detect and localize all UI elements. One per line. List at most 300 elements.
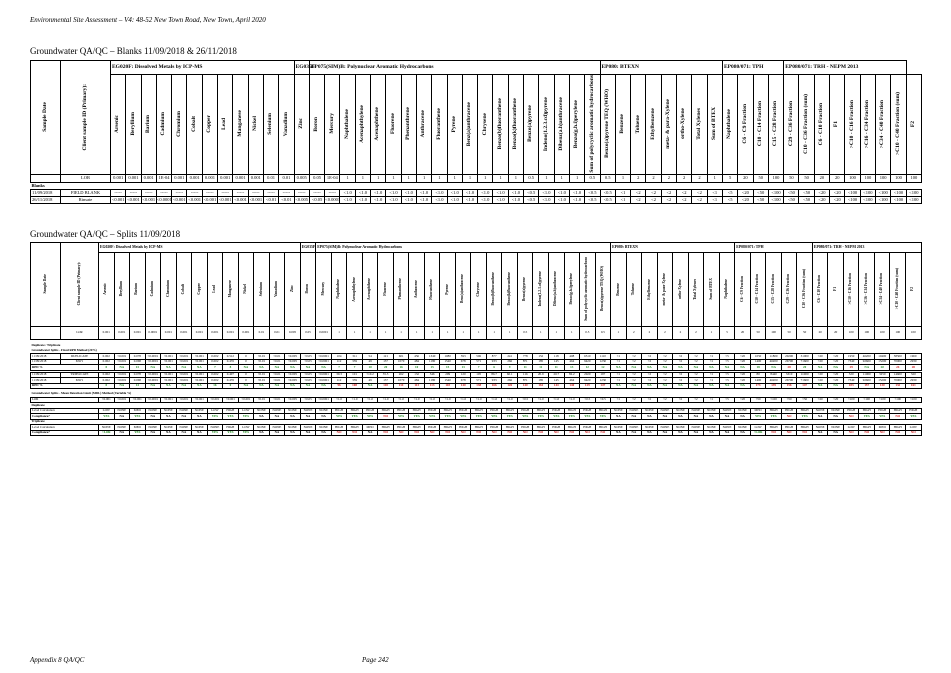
trip-comp-row-cell: NO [502,430,518,436]
rpd1-row-cell: NA [238,365,254,371]
rpd2-row-cell: NA [254,383,270,389]
dup-data-row-cell: 137 [378,359,394,365]
dup-trip-section-label: Duplicate / Triplicate [31,342,61,347]
trip-data-row-cell: <20 [812,378,828,384]
blanks-analyte-header [569,75,584,175]
trip-comp-row [31,430,922,436]
splits-lor-cell: 0.001 [99,327,115,340]
dup-data-row-cell: <0.001 [192,354,208,360]
blanks-data-row-cell: <1.0 [432,197,447,204]
rpd1-row-cell: 11 [533,365,549,371]
splits-analyte-header [859,253,875,327]
rpd2-row-cell: NA [285,383,301,389]
trip-comp-row-cell: YES [238,430,254,436]
blanks-analyte-header [753,75,768,175]
splits-analyte-header [238,253,254,327]
splits-analyte-header [549,253,565,327]
mdl-lor-row-cell: <0.0001 [145,397,161,403]
blanks-lor-cell: 2 [661,175,676,183]
splits-lor-cell: 0.0001 [316,327,332,340]
rpd2-row-cell: NA [145,383,161,389]
rpd2-row-cell: 130 [874,383,890,389]
trip-data-row-cell: 49 [362,378,378,384]
dup-data-row-cell: <2 [673,354,689,360]
splits-lor-cell: 0.001 [176,327,192,340]
blanks-data-row-cell: <0.005 [295,196,309,202]
mdl-lor-row-cell: <1.0 [393,397,409,403]
blanks-analyte-header [462,75,477,175]
blanks-data-row-cell: <100 [860,197,875,204]
dup-data-row-cell: <20 [828,359,844,365]
blanks-analyte-name: Benzo(g.h.i)perylene [573,99,580,148]
blanks-analyte-header [814,75,829,175]
dup-comp-row-cell: YES [549,414,565,420]
rpd1-row-cell: NA [704,365,720,371]
trip-level-row-cell: NONE [704,425,720,431]
blanks-lor-cell: 100 [845,175,860,183]
dup-data-row-cell: 0.078 [130,354,146,360]
trip-comp-row-cell: NO [393,430,409,436]
dup-data-row-cell: <0.001 [176,359,192,365]
splits-analyte-name: Arsenic [103,283,108,295]
trip-level-row-cell: HIGH [471,425,487,431]
dup-comp-row-cell: YES [874,414,890,420]
trip-data-row-cell: 0.407 [223,372,239,378]
trip-level-row-cell: HIGH [797,425,813,431]
dup-data-row-cell: <20 [735,359,751,365]
mdl-lor-row-cell: <0.001 [176,397,192,403]
blanks-data-row-cell: <0.01 [263,197,278,204]
splits-lor-cell: 1 [471,327,487,340]
splits-analyte-header [223,253,239,327]
trip-level-row-cell: HIGH [331,425,347,431]
trip-data-row-cell: 197 [595,372,611,378]
mdl-lor-row-cell: <1 [611,397,627,403]
dup-data-row-cell: 49 [362,359,378,365]
mdl-lor-row-label: LOR [31,397,99,403]
blanks-data-row-cell: ----- [294,190,309,197]
dup-comp-row-cell: YES [766,414,782,420]
blanks-lor-cell: 20 [738,175,753,183]
splits-analyte-name: Acenaphthylene [351,276,356,302]
rpd1-row-cell: 10 [409,365,425,371]
trip-data-row-cell: 678 [455,378,471,384]
splits-analyte-name: meta- & para-Xylene [662,272,667,306]
dup-level-row-cell: NONE [611,408,627,414]
trip-data-row-cell: 26700 [781,378,797,384]
rpd1-row-cell: NA [859,365,875,371]
dup-level-row-cell: NONE [161,408,177,414]
splits-analyte-header [673,253,689,327]
trip-level-row-label: Level Calculation [31,425,99,431]
trip-comp-row-cell: NO [595,430,611,436]
dup-comp-row-cell: YES [409,414,425,420]
blanks-data-row-cell: <0.001 [142,196,156,202]
blanks-analyte-header [401,75,416,175]
dup-comp-row-cell: YES [455,414,471,420]
blanks-data-row-cell: <1.0 [371,197,386,204]
blanks-analyte-header [309,75,324,175]
blanks-lor-label: LOR [61,175,111,183]
splits-analyte-name: C15 - C28 Fraction [770,274,775,304]
blanks-lor-cell: 0.001 [141,175,156,183]
splits-lor-cell: 20 [812,327,828,340]
mdl-lor-row-cell: <1.0 [331,397,347,403]
trip-data-row-cell: 35.3 [378,372,394,378]
trip-data-row-cell: 39.3 [331,372,347,378]
splits-lor-cell: 0.5 [595,327,611,340]
splits-title: Groundwater QA/QC – Splits 11/09/2018 [30,229,181,239]
rpd1-row-cell: 13 [130,365,146,371]
splits-lor-cell: 0.001 [130,327,146,340]
splits-lor-cell: 0.001 [161,327,177,340]
dup-data-row-cell: 58500 [890,354,906,360]
trip-data-row-cell: 1070 [393,378,409,384]
blanks-analyte-name: Phenanthrene [405,107,412,141]
dup-data-row-cell: <0.0001 [145,354,161,360]
splits-analyte-name: Lead [212,285,217,293]
blanks-lor-cell: 0.5 [524,175,539,183]
blanks-lor-cell: 1 [447,175,462,183]
blanks-analyte-row [31,75,922,175]
trip-comp-row-cell: YES [223,430,239,436]
splits-analyte-name: F2 [910,286,915,291]
trip-data-row-cell: 0.068 [130,378,146,384]
rpd1-row-label: RPD % [31,365,99,371]
blanks-data-row-cell: <1.0 [401,197,416,204]
dup-data-row-cell: <0.01 [254,359,270,365]
dup-data-row-cell: 1180 [424,359,440,365]
trip-comp-row-cell: NO [347,430,363,436]
dup-level-row-cell: LOW [207,408,223,414]
blanks-data-row-cell: <1.0 [508,190,523,197]
splits-lor-cell: 1 [393,327,409,340]
blanks-lor-cell: 0.05 [309,175,324,183]
rpd1-row-cell: NA [161,365,177,371]
blanks-analyte-header [172,75,187,175]
splits-analyte-name: Zinc [289,285,294,293]
blanks-analyte-name: meta- & para-Xylene [665,98,672,149]
trip-comp-row-cell: YES [130,430,146,436]
trip-data-row-cell: <0.001 [192,378,208,384]
trip-level-row-cell: NONE [114,425,130,431]
blanks-data-row-cell: <0.5 [600,190,615,197]
dup-data-row-cell: 464 [564,359,580,365]
blanks-analyte-header [554,75,569,175]
splits-lor-cell: 0.0001 [145,327,161,340]
dup-data-row-cell: <5 [719,354,735,360]
mdl-lor-row-cell: <20 [812,397,828,403]
mdl-lor-row-cell: <0.001 [130,397,146,403]
blanks-lor-cell: 50 [784,175,799,183]
blanks-data-row-cell: <0.0001 [325,196,341,202]
blanks-analyte-header [631,75,646,175]
blanks-lor-cell: 2 [677,175,692,183]
dup-data-row-cell: <0.001 [176,354,192,360]
dup-data-row-cell: 46200 [859,354,875,360]
blanks-lor-cell: 2 [646,175,661,183]
mdl-lor-row-cell: <1 [704,397,720,403]
splits-analyte-name: Ethylbenzene [646,278,651,300]
splits-client-id-label: Client sample ID (Primary): [76,262,81,306]
splits-analyte-header [890,253,906,327]
mdl-lor-row-cell: <100 [874,397,890,403]
dup-level-row-cell: HIGH [455,408,471,414]
splits-analyte-header [269,253,285,327]
trip-data-row-cell: 92600 [859,378,875,384]
blanks-analyte-name: >C34 - C40 Fraction [879,99,886,148]
blanks-analyte-header [233,75,248,175]
blanks-analyte-name: F1 [833,120,840,127]
trip-data-row-cell: <20 [828,378,844,384]
trip-data-row-cell: 11000 [859,372,875,378]
blanks-analyte-name: Acenaphthene [374,106,381,141]
mdl-lor-row-cell: <1.0 [409,397,425,403]
splits-analyte-name: Copper [196,283,201,295]
dup-data-row-cell: <20 [735,354,751,360]
splits-client-id-header [61,243,99,327]
trip-data-row-cell: 0.078 [130,372,146,378]
blanks-analyte-header [508,75,523,175]
mdl-lor-row-cell: <5 [719,397,735,403]
blanks-analyte-header [722,75,737,175]
rpd2-row-cell: 118 [440,383,456,389]
dup-data-row-cell: 92600 [859,359,875,365]
splits-analyte-header [657,253,673,327]
splits-analyte-name: Barium [134,283,139,295]
dup-comp-row-cell: YES [859,414,875,420]
blanks-analyte-header [891,75,906,175]
splits-analyte-header [626,253,642,327]
splits-analyte-name: Mercury [320,282,325,296]
dup-data-row-cell: 1950 [843,354,859,360]
blanks-data-row-cell: <1.0 [386,190,401,197]
dup-comp-row-cell: YES [362,414,378,420]
blanks-group-header: EG035F [294,61,309,75]
trip-level-row-cell: HIGH [890,425,906,431]
rpd2-row-cell: 132 [890,383,906,389]
blanks-analyte-name: Benzo(b)fluoranthene [496,98,503,150]
trip-level-row-cell: NONE [145,425,161,431]
dup-comp-row-cell: YES [502,414,518,420]
rpd2-row-cell: NA [719,383,735,389]
trip-level-row-cell: HIGH [533,425,549,431]
dup-level-row-cell: NONE [828,408,844,414]
blanks-analyte-name: >C10 - C40 Fraction (sum) [894,92,901,156]
rpd2-row-cell: 14 [130,383,146,389]
rpd1-row-cell: 29 [843,365,859,371]
dup-data-row-cell: 54 [362,354,378,360]
dup-level-row-cell: NONE [145,408,161,414]
blanks-data-row-id: FIELD BLANK [61,190,111,197]
dup-level-row-cell: HIGH [766,408,782,414]
dup-data-row-cell: <20 [812,354,828,360]
trip-comp-row-label: Compliance? [31,430,99,436]
splits-analyte-header [161,253,177,327]
dup-level-row-cell: HIGH [347,408,363,414]
splits-lor-cell: 0.001 [223,327,239,340]
rpd1-row-cell: NA [673,365,689,371]
splits-analyte-name: Nickel [243,284,248,294]
blanks-analyte-name: Nickel [252,116,259,132]
splits-lor-cell: 2 [673,327,689,340]
dup-data-row-cell: <0.01 [269,354,285,360]
mdl-lor-row-cell: <2 [626,397,642,403]
trip-comp-row-cell: NO [797,430,813,436]
splits-analyte-name: Naphthalene [724,279,729,299]
blanks-lor-empty [31,175,61,183]
trip-data-row-cell: 3250 [874,372,890,378]
dup-comp-row-label: Compliance? [31,414,99,420]
rpd2-row-cell: NA [642,383,658,389]
splits-analyte-header [611,253,627,327]
mdl-lor-row-cell: <20 [828,397,844,403]
splits-analyte-header [285,253,301,327]
dup-data-row-cell: 0.002 [99,359,115,365]
rpd1-row-cell: NA [254,365,270,371]
blanks-lor-cell: 0.001 [202,175,217,183]
dup-data-row-cell: <0.01 [254,354,270,360]
rpd1-row-cell: 7 [471,365,487,371]
splits-analyte-header [874,253,890,327]
blanks-lor-cell: 0.001 [172,175,187,183]
blanks-lor-cell: 0.001 [126,175,141,183]
trip-comp-row-cell: NO [906,430,922,436]
mdl-lor-row-cell: <1.0 [455,397,471,403]
dup-comp-row-cell: YES [424,414,440,420]
trip-data-row-cell: 339 [347,378,363,384]
blanks-analyte-header [845,75,860,175]
dup-comp-row-cell: NA [300,414,316,420]
trip-data-row-cell: <5 [719,378,735,384]
trip-comp-row-cell: NA [114,430,130,436]
dup-level-row-cell: HIGH [564,408,580,414]
splits-lor-cell: 0.001 [114,327,130,340]
rpd1-row-cell: 24 [890,365,906,371]
dup-data-row-cell: 0.002 [207,359,223,365]
trip-comp-row-cell: NO [378,430,394,436]
dup-data-row-cell: 9420 [580,359,596,365]
splits-analyte-name: Manganese [227,280,232,298]
trip-level-row-cell: HIGH [409,425,425,431]
rpd1-row-cell: NA [657,365,673,371]
splits-analyte-name: C29 - C36 Fraction [786,274,791,304]
blanks-analyte-header [386,75,401,175]
dup-data-row-cell: 1400 [750,359,766,365]
dup-comp-row-cell: NO [781,414,797,420]
dup-data-row-cell: 871 [517,359,533,365]
trip-comp-row-cell: <LOR [750,430,766,436]
blanks-analyte-name: Mercury [328,113,335,135]
blanks-data-row-cell: <50 [799,190,814,197]
blanks-data-row-date: 26/11/2018 [31,197,61,204]
blanks-analyte-header [432,75,447,175]
dup-level-row-cell: HIGH [486,408,502,414]
mdl-lor-row-cell: <0.5 [595,397,611,403]
rpd1-row-cell: 13 [455,365,471,371]
rpd2-row-cell: 140 [517,383,533,389]
blanks-lor-cell: 100 [860,175,875,183]
mdl-lor-row-cell: <1.0 [424,397,440,403]
blanks-lor-cell: 2 [631,175,646,183]
trip-data-row-cell: 1400 [750,378,766,384]
blanks-data-row-cell: <1.0 [478,197,493,204]
splits-lor-cell: 0.01 [269,327,285,340]
splits-analyte-name: Chrysene [475,281,480,297]
dup-data-row-cell: 408 [564,354,580,360]
splits-analyte-header [812,253,828,327]
trip-comp-row-cell: NO [781,430,797,436]
splits-analyte-name: Naphthalene [336,279,341,299]
dup-comp-row-cell: YES [331,414,347,420]
dup-level-row-cell: HIGH [409,408,425,414]
blanks-data-row-cell: ----- [202,190,217,197]
rpd1-row-cell: 15 [424,365,440,371]
rpd1-row-cell: 16 [393,365,409,371]
trip-comp-row-cell: NO [455,430,471,436]
dup-data-row-cell: 456 [409,354,425,360]
dup-level-row-cell: NONE [285,408,301,414]
dup-data-row-cell: <0.0001 [316,354,332,360]
splits-analyte-name: Benzo(b)fluoranthene [491,272,496,306]
blanks-analyte-header [799,75,814,175]
trip-level-row-cell: NONE [642,425,658,431]
trip-comp-row-cell: NA [161,430,177,436]
trip-comp-row-cell: NO [580,430,596,436]
mdl-lor-row-cell: <0.005 [285,397,301,403]
splits-analyte-header [347,253,363,327]
trip-data-row-cell: 145 [549,378,565,384]
trip-data-row-cell: 464 [564,378,580,384]
blanks-analyte-name: F2 [910,120,917,127]
dup-data-row-cell: 71600 [797,359,813,365]
blanks-data-row [31,197,922,204]
mdl-section-label: Groundwater Splits - Mean Detection Limit (MDL) Method (Variable %) [31,391,132,396]
splits-analyte-header [688,253,704,327]
splits-lor-cell: 1 [549,327,565,340]
blanks-data-row-cell: ----- [309,190,324,197]
rpd2-row-cell: 126 [502,383,518,389]
blanks-data-row-cell: ----- [187,190,202,197]
splits-analyte-header [517,253,533,327]
blanks-analyte-name: C10 - C36 Fraction (sum) [802,93,809,154]
blanks-lor-cell: 100 [891,175,906,183]
dup-data-row-cell: 185 [533,359,549,365]
rpd1-row-cell: 20 [797,365,813,371]
splits-analyte-name: F1 [832,286,837,291]
dup-data-row-cell: <20 [828,354,844,360]
blanks-data-row-cell: <1.0 [432,190,447,197]
rpd1-row-cell: 11 [549,365,565,371]
blanks-data-row-id: Rinsate [61,197,111,204]
dup-data-row-cell: 145 [549,359,565,365]
splits-analyte-name: Benzo(g.h.i)perylene [568,273,573,305]
dup-data-row-cell: 1230 [595,359,611,365]
mdl-lor-row-cell: <0.5 [580,397,596,403]
dup-level-row-cell: NONE [642,408,658,414]
trip-data-row-cell: <0.01 [269,372,285,378]
blanks-data-row-cell: <0.01 [279,197,294,204]
dup-comp-row-cell: YES [595,414,611,420]
dup-comp-row-cell: YES [207,414,223,420]
trip-data-row-cell: 1180 [424,378,440,384]
dup-data-row-cell: 593 [455,354,471,360]
rpd2-row-cell: NA [828,383,844,389]
dup-comp-row-cell: NA [269,414,285,420]
trip-data-row-cell: <20 [812,372,828,378]
dup-level-row-cell: HIGH [362,408,378,414]
blanks-analyte-name: Copper [206,114,213,133]
